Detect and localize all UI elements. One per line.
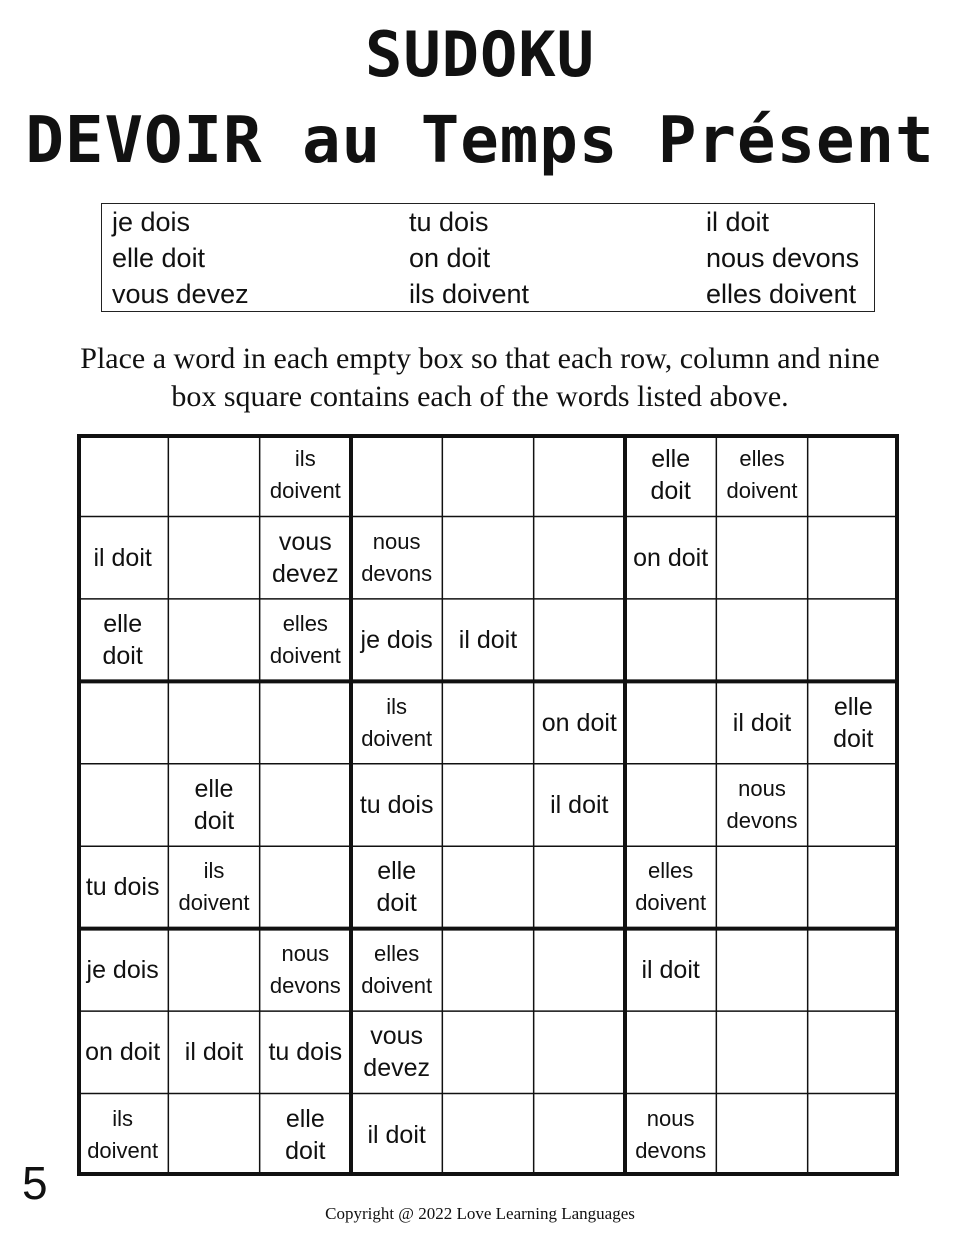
sudoku-cell-empty[interactable] [442,764,533,846]
sudoku-cell-empty[interactable] [168,1094,259,1176]
sudoku-cell-empty[interactable] [168,929,259,1011]
sudoku-cell-given: il doit [732,708,792,737]
sudoku-cell-empty[interactable] [168,516,259,598]
sudoku-cell-given: elle doit [102,610,143,671]
sudoku-cell-empty[interactable] [442,434,533,516]
sudoku-cell-empty[interactable] [442,929,533,1011]
sudoku-cell-empty[interactable] [716,599,807,681]
sudoku-cell-empty[interactable] [808,1094,899,1176]
sudoku-cell-empty[interactable] [625,764,716,846]
instructions-line-2: box square contains each of the words listed above. [171,380,789,413]
sudoku-cell-empty[interactable] [716,1011,807,1093]
sudoku-cell-empty[interactable] [260,681,351,763]
sudoku-cell-empty[interactable] [716,516,807,598]
word-bank-item: vous devez [112,279,249,309]
sudoku-cell-given: on doit [633,543,709,572]
sudoku-cell-given: il doit [93,543,152,572]
sudoku-cell-given: nous devons [361,528,433,586]
sudoku-cell-given: nous devons [726,775,798,833]
sudoku-cell-empty[interactable] [534,434,625,516]
sudoku-cell-empty[interactable] [534,516,625,598]
sudoku-cell-empty[interactable] [625,1011,716,1093]
sudoku-cell-empty[interactable] [77,764,168,846]
sudoku-cell-empty[interactable] [534,599,625,681]
sudoku-cell-given: elles doivent [726,446,798,504]
copyright-notice: Copyright @ 2022 Love Learning Languages [325,1204,635,1223]
sudoku-cell-given: elles doivent [269,611,341,669]
sudoku-cell-empty[interactable] [442,516,533,598]
sudoku-cell-empty[interactable] [808,434,899,516]
sudoku-cell-empty[interactable] [716,846,807,928]
sudoku-grid [77,434,899,1176]
sudoku-cell-given: vous devez [271,527,339,588]
sudoku-cell-given: ils doivent [361,693,433,751]
sudoku-cell-empty[interactable] [168,681,259,763]
sudoku-cell-empty[interactable] [534,1094,625,1176]
sudoku-cell-given: elles doivent [361,940,433,998]
word-bank-item: tu dois [409,207,489,237]
sudoku-cell-empty[interactable] [808,846,899,928]
sudoku-cell-given: on doit [85,1038,161,1067]
instructions-line-1: Place a word in each empty box so that each row, column and nine [80,342,880,375]
sudoku-cell-given: on doit [541,708,617,737]
sudoku-cell-empty[interactable] [534,1011,625,1093]
sudoku-cell-empty[interactable] [442,1094,533,1176]
word-bank [101,203,875,312]
sudoku-cell-empty[interactable] [351,434,442,516]
word-bank-item: on doit [409,243,491,273]
instructions [0,340,960,416]
sudoku-cell-empty[interactable] [77,681,168,763]
sudoku-cell-empty[interactable] [716,1094,807,1176]
sudoku-cell-empty[interactable] [625,681,716,763]
sudoku-cell-given: nous devons [269,940,341,998]
word-bank-item: elle doit [112,243,206,273]
word-bank-item: je dois [112,207,191,237]
page-number: 5 [22,1157,48,1209]
sudoku-cell-given: elle doit [650,445,691,506]
sudoku-cell-given: il doit [367,1120,426,1149]
sudoku-cell-given: ils doivent [269,446,341,504]
sudoku-cell-empty[interactable] [808,764,899,846]
sudoku-cell-given: ils doivent [87,1105,159,1163]
sudoku-cell-given: tu dois [85,873,160,902]
sudoku-cell-empty[interactable] [808,599,899,681]
sudoku-cell-given: elle doit [193,774,235,835]
sudoku-title: SUDOKU [365,18,595,91]
word-bank-item: il doit [706,207,770,237]
sudoku-cell-empty[interactable] [442,1011,533,1093]
sudoku-cell-empty[interactable] [808,929,899,1011]
sudoku-cell-given: tu dois [268,1038,343,1067]
sudoku-cell-empty[interactable] [168,434,259,516]
sudoku-cell-given: il doit [641,955,700,984]
sudoku-cell-empty[interactable] [534,846,625,928]
sudoku-cell-given: il doit [458,626,518,655]
sudoku-cell-empty[interactable] [808,516,899,598]
sudoku-cell-empty[interactable] [442,681,533,763]
sudoku-cell-empty[interactable] [534,929,625,1011]
word-bank-item: nous devons [706,243,860,273]
word-bank-item: ils doivent [409,279,530,309]
sudoku-cell-empty[interactable] [716,929,807,1011]
sudoku-cell-empty[interactable] [625,599,716,681]
sudoku-cell-given: elles doivent [635,858,707,916]
sudoku-cell-given: je dois [86,955,159,984]
sudoku-cell-empty[interactable] [442,846,533,928]
sudoku-cell-empty[interactable] [168,599,259,681]
sudoku-cell-given: tu dois [359,790,434,819]
sudoku-cell-given: elle doit [285,1104,326,1165]
sudoku-cell-empty[interactable] [77,434,168,516]
sudoku-cell-given: je dois [360,626,433,655]
word-bank-item: elles doivent [706,279,857,309]
sudoku-cell-given: il doit [550,790,609,819]
sudoku-cell-given: il doit [184,1038,244,1067]
sudoku-cell-empty[interactable] [808,1011,899,1093]
sudoku-cell-given: ils doivent [178,858,250,916]
sudoku-cell-given: nous devons [635,1105,707,1163]
sudoku-cell-given: vous devez [363,1022,431,1083]
sudoku-cell-given: elle doit [376,857,417,918]
sudoku-cell-given: elle doit [833,692,874,753]
sudoku-cell-empty[interactable] [260,846,351,928]
sudoku-cell-empty[interactable] [260,764,351,846]
worksheet-subtitle: DEVOIR au Temps Présent [25,104,935,178]
